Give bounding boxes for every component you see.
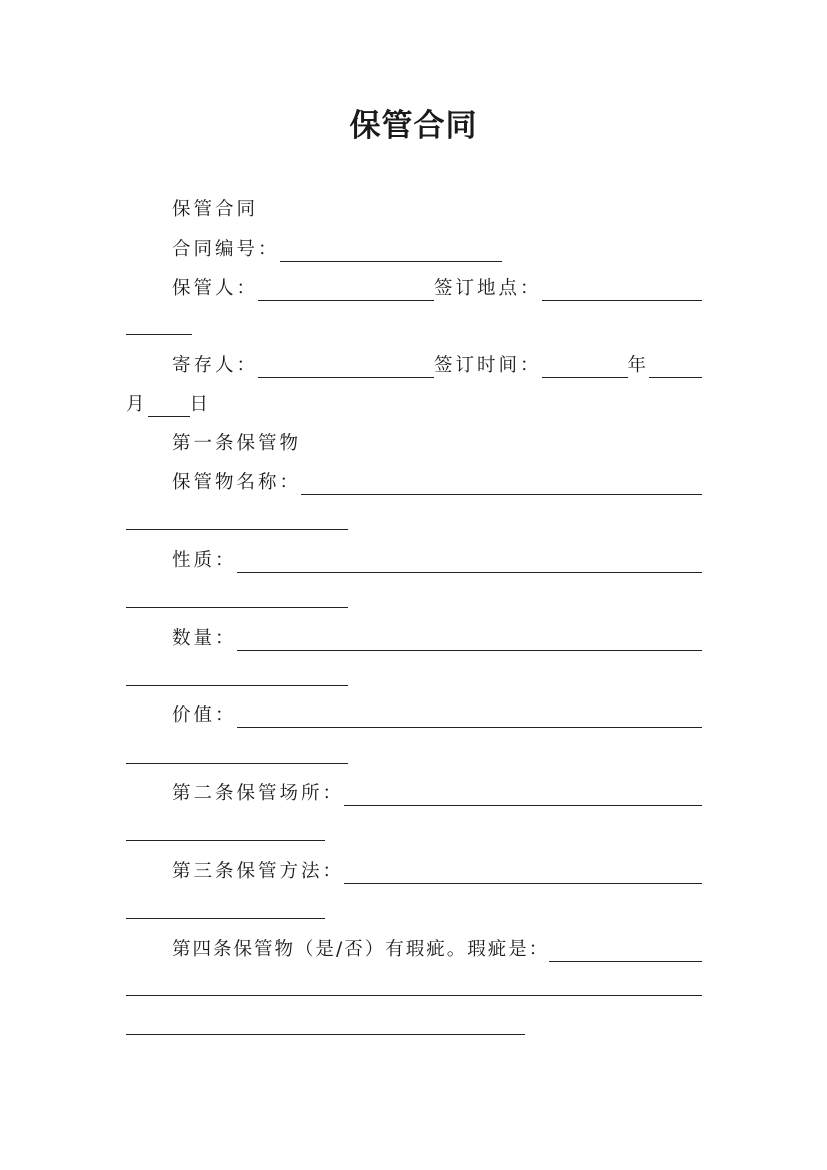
item-name-blank[interactable] xyxy=(301,472,702,495)
storage-method-label: 第三条保管方法： xyxy=(172,861,345,882)
contract-number-label: 合同编号： xyxy=(172,239,280,260)
day-blank[interactable] xyxy=(148,394,190,417)
article-3-line xyxy=(172,860,702,884)
storage-method-blank[interactable] xyxy=(344,861,702,884)
contract-number-blank[interactable] xyxy=(280,239,502,262)
quantity-blank-cont[interactable] xyxy=(126,685,348,686)
nature-line xyxy=(172,549,702,573)
depositor-line xyxy=(172,354,702,378)
custodian-line xyxy=(172,277,702,301)
depositor-blank[interactable] xyxy=(258,355,434,378)
document-title: 保管合同 xyxy=(349,108,478,144)
article-2-line xyxy=(172,782,702,806)
item-name-label: 保管物名称： xyxy=(172,472,302,493)
nature-blank-cont[interactable] xyxy=(126,607,348,608)
quantity-blank[interactable] xyxy=(237,628,702,651)
value-blank-cont[interactable] xyxy=(126,763,348,764)
value-blank[interactable] xyxy=(237,705,702,728)
nature-label: 性质： xyxy=(172,550,237,571)
signing-place-blank[interactable] xyxy=(542,278,702,301)
year-blank[interactable] xyxy=(542,355,628,378)
date-cont-line xyxy=(126,393,211,417)
item-name-line xyxy=(172,471,702,495)
signing-place-blank-cont[interactable] xyxy=(126,334,192,335)
article-1-heading xyxy=(172,432,301,456)
value-label: 价值： xyxy=(172,705,237,726)
defect-label: 第四条保管物（是/否）有瑕疵。瑕疵是： xyxy=(172,939,550,960)
storage-place-label: 第二条保管场所： xyxy=(172,783,345,804)
signing-time-label: 签订时间： xyxy=(434,355,542,376)
quantity-label: 数量： xyxy=(172,628,237,649)
nature-blank[interactable] xyxy=(237,550,702,573)
item-name-blank-cont[interactable] xyxy=(126,529,348,530)
depositor-label: 寄存人： xyxy=(172,355,259,376)
storage-place-blank[interactable] xyxy=(344,783,702,806)
subtitle-text: 保管合同 xyxy=(172,199,259,220)
defect-blank[interactable] xyxy=(549,939,702,962)
quantity-line xyxy=(172,627,702,651)
defect-blank-cont-2[interactable] xyxy=(126,1034,525,1035)
contract-number-line xyxy=(172,238,502,262)
day-label: 日 xyxy=(189,394,212,415)
month-blank[interactable] xyxy=(649,355,702,378)
year-label: 年 xyxy=(627,355,650,376)
signing-place-label: 签订地点： xyxy=(434,278,542,299)
article-4-line xyxy=(172,938,702,962)
custodian-label: 保管人： xyxy=(172,278,259,299)
article-1-text: 第一条保管物 xyxy=(172,433,302,454)
custodian-blank[interactable] xyxy=(258,278,434,301)
defect-blank-cont-1[interactable] xyxy=(126,995,702,996)
month-label: 月 xyxy=(126,394,148,415)
storage-place-blank-cont[interactable] xyxy=(126,840,325,841)
value-line xyxy=(172,704,702,728)
subtitle-line xyxy=(172,198,258,222)
storage-method-blank-cont[interactable] xyxy=(126,918,325,919)
